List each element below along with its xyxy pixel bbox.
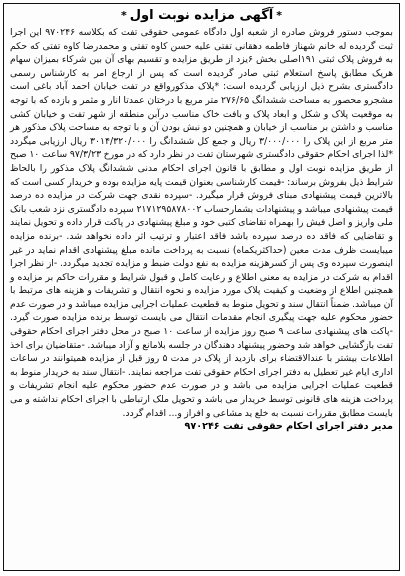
notice-title [4,8,399,24]
auction-notice [3,3,400,571]
notice-body: بموجب دستور فروش صادره از شعبه اول دادگاه عمومی حقوقی تفت که بکلاسه ۹۷۰۲۴۶ این اجرا ثبت گردیده له خانم شهناز فاطمه دهقانی تفتی علیه حسن کاوه تفتی و محمدرضا کاوه تفتی که حکم به فروش پلاک ثبتی ۱۹۱اصلی بخش ۶یزد از طریق مزایده و تقسیم بهای آن بین شرکاء بمیزان سهام هریک مطابق پاسخ استعلام ثبتی صادر گردیده است که پس از ارجاع امر به کارشناس رسمی دادگستری بشرح ذیل ارزیابی گردیده است: *پلاک مذکورواقع در تفت خیابان احمد آباد باغی است مشجرو محصور به مساحت ششدانگ ۲۷۶/۶۵ متر مربع با درختان عمدتا انار و مثمر و بازده که با توجه به موقعیت پلاک و شکل و ابعاد پلاک و بافت خاک مناسب درآبن منطقه از شهر تفت و خیابان کشی مناسب و داشتن بر مناسب از خیابان و همچنین دو نبش بودن آن و با توجه به مساحت پلاک مذکور هر متر مربع از این پلاک را ۳/۰۰۰/۰۰۰ ریال و جمع کل ششدانگ را ۳۰۱۴/۳۲۰/۰۰۰ ریال ارزیابی میگردد *لذا اجرای احکام حقوقی دادگستری شهرستان تفت در نظر دارد که در مورخ ۹۷/۳/۲۳ ساعت ۱۰ صبح از طریق مزایده نوبت اول و مطابق با قانون اجرای احکام مدنی ششدانگ پلاک مذکور را بالحاظ شرایط ذیل بفروش برساند: -قیمت کارشناسی بعنوان قیمت پایه مزایده بوده و خریدار کسی است که بالاترین قیمت پیشنهادی مبنای فروش قرار میگیرد. -سپرده نقدی جهت شرکت در مزایده ده درصد قیمت پیشنهادی میباشد و پیشنهادات بشمارحساب ۲۱۷۱۲۹۵۸۷۸۰۰۲ سپرده دادگستری نزد شعب بانک ملی واریز و اصل فیش را بهمراه تقاضای کتبی خود و مبلغ پیشنهادی در پاکت قرار داده و تحویل نمایند و تقاضایی که فاقد ده درصد سپرده باشد فاقد اعتبار و ترتیب اثر داده نخواهد شد. -برنده مزایده میبایست ظرف مدت معین (حداکثریکماه) نسبت به پرداخت مانده مبلغ پیشنهادی اقدام نماید در غیر اینصورت سپرده وی پس از کسرهزینه مزایده به نفع دولت ضبط و مزایده تجدید میگردد. -از نظر اجرا اقدام به شرکت در مزایده به معنی اطلاع و رعایت کامل و قبول شرایط و مقررات حاکم بر مزایده و همچنین اطلاع از وضعیت و کیفیت پلاک مورد مزایده و نحوه انتقال و تشریفات و هزینه های مرتبط با آن میباشد. ضمناً انتقال سند و تحویل منوط به قطعیت عملیات اجرایی مزایده میباشد و در صورت عدم حضور محکوم علیه جهت پیگیری انجام مقدمات انتقال می بایست توسط برنده مزایده صورت گیرد. -پاکت های پیشنهادی ساعت ۹ صبح روز مزایده از ساعت ۱۰ صبح در محل دفتر اجرای احکام حقوقی تفت بازگشایی خواهد شد وحضور پیشنهاد دهندگان در جلسه بلامانع و آزاد میباشد. -متقاضیان برای اخذ اطلاعات بیشتر با عندالاقتضاء برای بازدید از پلاک در مدت ۵ روز قبل از مزایده همیتوانند در ساعات اداری ایام غیر تعطیل به دفتر اجرای احکام حقوقی تفت مراجعه نمایند. -انتقال سند به خریدار منوط به قطعیت عملیات اجرایی مزایده می باشد و در صورت عدم حضور محکوم علیه انجام تشریفات و پرداخت هزینه های قانونی توسط خریدار می باشد و تحویل ملک ارتباطی با اجرای احکام نداشته و می بایست مطابق مقررات نسبت به خلع ید مشاعی و افراز و... اقدام گردد. [10,27,394,419]
title-star-right: * [120,9,127,22]
title-star-left: * [276,9,282,22]
notice-title-text: آگهی مزایده نوبت اول [129,8,274,23]
notice-signature: مدیر دفتر اجرای احکام حقوقی تفت ۹۷۰۲۴۶ [184,421,393,433]
